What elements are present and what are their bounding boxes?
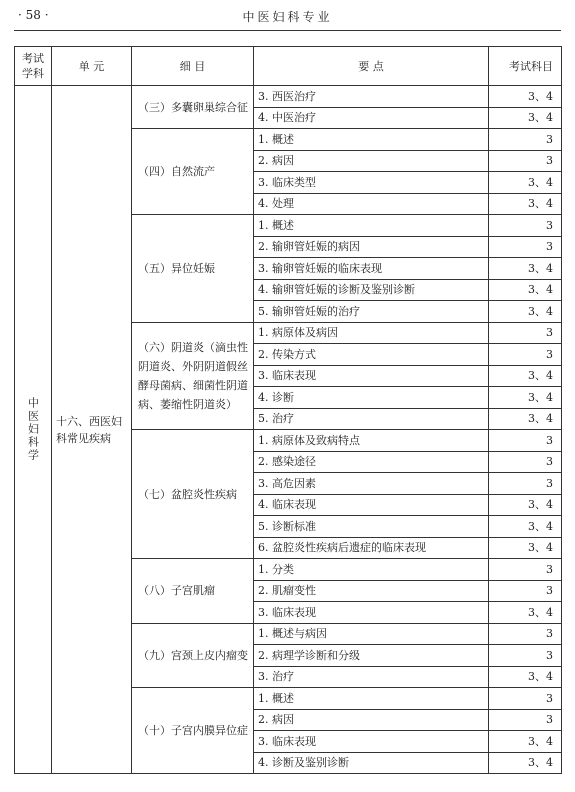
exam-code-cell: 3 bbox=[489, 688, 562, 710]
exam-code-cell: 3、4 bbox=[489, 666, 562, 688]
header-divider bbox=[14, 30, 561, 31]
exam-code-cell: 3 bbox=[489, 709, 562, 731]
exam-code-cell: 3、4 bbox=[489, 365, 562, 387]
exam-code-cell: 3 bbox=[489, 580, 562, 602]
point-cell: 1. 病原体及病因 bbox=[254, 322, 489, 344]
page-number: · 58 · bbox=[18, 8, 49, 22]
col-header-points: 要 点 bbox=[254, 47, 489, 86]
point-cell: 5. 输卵管妊娠的治疗 bbox=[254, 301, 489, 323]
exam-code-cell: 3、4 bbox=[489, 107, 562, 129]
point-cell: 3. 西医治疗 bbox=[254, 86, 489, 108]
exam-code-cell: 3、4 bbox=[489, 172, 562, 194]
exam-code-cell: 3 bbox=[489, 129, 562, 151]
point-cell: 5. 治疗 bbox=[254, 408, 489, 430]
item-cell: （四）自然流产 bbox=[132, 129, 254, 215]
point-cell: 1. 概述 bbox=[254, 688, 489, 710]
exam-code-cell: 3 bbox=[489, 150, 562, 172]
point-cell: 1. 概述与病因 bbox=[254, 623, 489, 645]
exam-code-cell: 3、4 bbox=[489, 516, 562, 538]
exam-code-cell: 3 bbox=[489, 473, 562, 495]
col-header-subject: 考试学科 bbox=[15, 47, 52, 86]
item-cell: （九）宫颈上皮内瘤变 bbox=[132, 623, 254, 688]
exam-code-cell: 3、4 bbox=[489, 602, 562, 624]
point-cell: 3. 输卵管妊娠的临床表现 bbox=[254, 258, 489, 280]
exam-code-cell: 3、4 bbox=[489, 258, 562, 280]
subject-cell: 中医妇科学 bbox=[15, 86, 52, 774]
item-cell: （三）多囊卵巢综合征 bbox=[132, 86, 254, 129]
point-cell: 2. 病因 bbox=[254, 150, 489, 172]
exam-code-cell: 3 bbox=[489, 451, 562, 473]
point-cell: 2. 传染方式 bbox=[254, 344, 489, 366]
point-cell: 2. 肌瘤变性 bbox=[254, 580, 489, 602]
table-row bbox=[15, 86, 562, 108]
point-cell: 4. 临床表现 bbox=[254, 494, 489, 516]
page-header bbox=[14, 8, 561, 28]
table-body bbox=[15, 86, 562, 774]
point-cell: 3. 治疗 bbox=[254, 666, 489, 688]
point-cell: 1. 病原体及致病特点 bbox=[254, 430, 489, 452]
exam-code-cell: 3 bbox=[489, 430, 562, 452]
point-cell: 3. 高危因素 bbox=[254, 473, 489, 495]
exam-code-cell: 3、4 bbox=[489, 752, 562, 774]
exam-code-cell: 3 bbox=[489, 236, 562, 258]
exam-code-cell: 3、4 bbox=[489, 86, 562, 108]
exam-code-cell: 3、4 bbox=[489, 537, 562, 559]
point-cell: 2. 输卵管妊娠的病因 bbox=[254, 236, 489, 258]
item-cell: （五）异位妊娠 bbox=[132, 215, 254, 323]
point-cell: 3. 临床类型 bbox=[254, 172, 489, 194]
exam-code-cell: 3、4 bbox=[489, 279, 562, 301]
point-cell: 2. 病因 bbox=[254, 709, 489, 731]
item-cell: （六）阴道炎（滴虫性阴道炎、外阴阴道假丝酵母菌病、细菌性阴道病、萎缩性阴道炎） bbox=[132, 322, 254, 430]
point-cell: 4. 处理 bbox=[254, 193, 489, 215]
item-cell: （十）子宫内膜异位症 bbox=[132, 688, 254, 774]
point-cell: 5. 诊断标准 bbox=[254, 516, 489, 538]
point-cell: 6. 盆腔炎性疾病后遗症的临床表现 bbox=[254, 537, 489, 559]
unit-cell: 十六、西医妇科常见疾病 bbox=[52, 86, 132, 774]
point-cell: 1. 分类 bbox=[254, 559, 489, 581]
table-header-row bbox=[15, 47, 562, 86]
exam-code-cell: 3 bbox=[489, 645, 562, 667]
item-cell: （七）盆腔炎性疾病 bbox=[132, 430, 254, 559]
point-cell: 4. 输卵管妊娠的诊断及鉴别诊断 bbox=[254, 279, 489, 301]
point-cell: 2. 感染途径 bbox=[254, 451, 489, 473]
point-cell: 4. 中医治疗 bbox=[254, 107, 489, 129]
exam-code-cell: 3、4 bbox=[489, 494, 562, 516]
point-cell: 3. 临床表现 bbox=[254, 731, 489, 753]
point-cell: 1. 概述 bbox=[254, 215, 489, 237]
exam-code-cell: 3 bbox=[489, 322, 562, 344]
col-header-unit: 单 元 bbox=[52, 47, 132, 86]
col-header-code: 考试科目 bbox=[489, 47, 562, 86]
point-cell: 3. 临床表现 bbox=[254, 365, 489, 387]
exam-code-cell: 3、4 bbox=[489, 731, 562, 753]
book-title: 中医妇科专业 bbox=[242, 10, 333, 24]
exam-code-cell: 3 bbox=[489, 623, 562, 645]
point-cell: 1. 概述 bbox=[254, 129, 489, 151]
exam-code-cell: 3、4 bbox=[489, 387, 562, 409]
point-cell: 4. 诊断及鉴别诊断 bbox=[254, 752, 489, 774]
item-cell: （八）子宫肌瘤 bbox=[132, 559, 254, 624]
point-cell: 4. 诊断 bbox=[254, 387, 489, 409]
exam-code-cell: 3、4 bbox=[489, 301, 562, 323]
syllabus-table bbox=[14, 46, 562, 774]
point-cell: 2. 病理学诊断和分级 bbox=[254, 645, 489, 667]
exam-code-cell: 3、4 bbox=[489, 408, 562, 430]
col-header-item: 细 目 bbox=[132, 47, 254, 86]
exam-code-cell: 3 bbox=[489, 344, 562, 366]
exam-code-cell: 3、4 bbox=[489, 193, 562, 215]
point-cell: 3. 临床表现 bbox=[254, 602, 489, 624]
exam-code-cell: 3 bbox=[489, 559, 562, 581]
exam-code-cell: 3 bbox=[489, 215, 562, 237]
